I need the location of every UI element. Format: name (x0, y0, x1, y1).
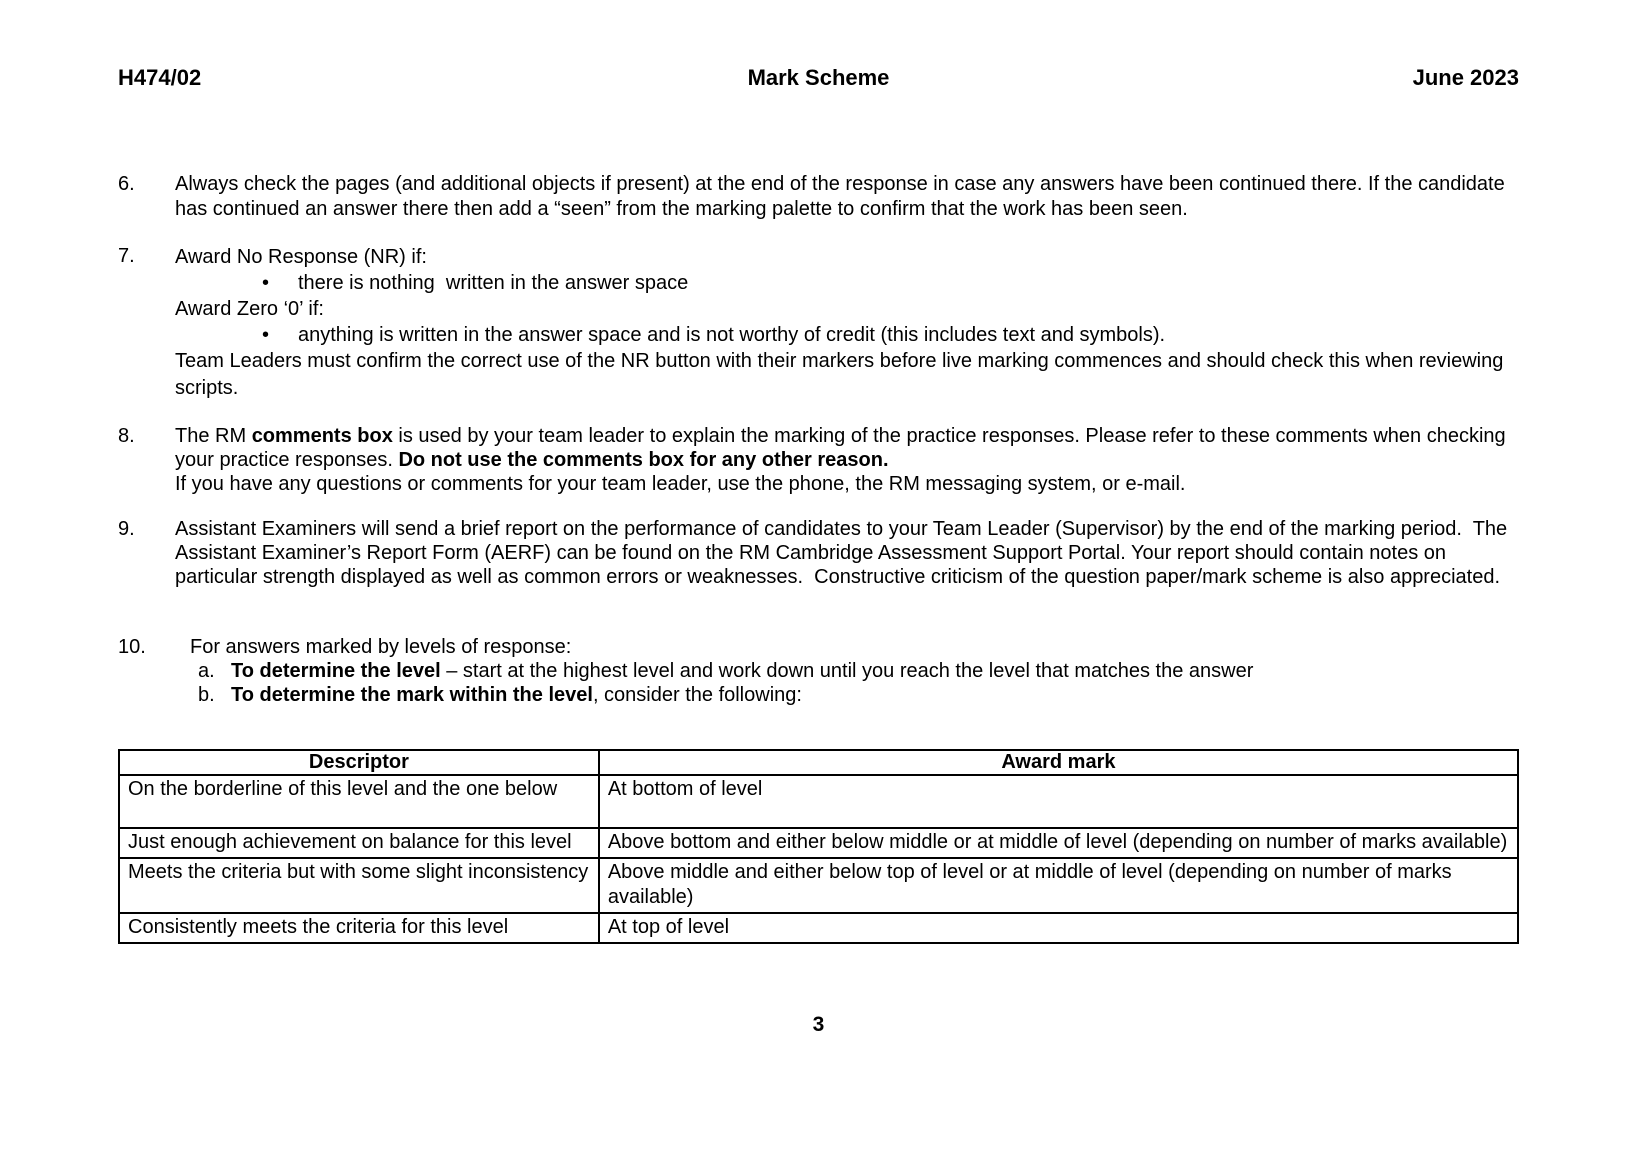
levels-of-response-table (118, 749, 1519, 944)
header-title: Mark Scheme (747, 65, 890, 90)
item-number: 6. (118, 173, 135, 195)
item-number: 10. (118, 636, 146, 658)
bullet-icon: • (262, 272, 270, 294)
cell-descriptor: Just enough achievement on balance for this level (119, 828, 599, 858)
item-7-bullet-1 (175, 270, 1519, 296)
item-6-text: Always check the pages (and additional objects if present) at the end of the response in case any answers have been continued there. If the candidate has continued an answer there then add a “seen” from the marking palette to confirm that the work has been seen. (175, 173, 1511, 220)
sub-item-label: b. (198, 684, 215, 706)
item-number: 9. (118, 518, 135, 540)
instruction-item-7 (118, 244, 1519, 402)
item-9-text: Assistant Examiners will send a brief report on the performance of candidates to your Team Leader (Supervisor) by the end of the marking period. The Assistant Examiner’s Report Form (AERF) can be found on the RM Cambridge Assessment Support Portal. Your report should contain notes on particular strength displayed as well as common errors or weaknesses. Constructive criticism of the question paper/mark scheme is also appreciated. (175, 518, 1512, 588)
bullet-text: anything is written in the answer space and is not worthy of credit (this includes text and symbols). (298, 324, 1166, 346)
text-segment: – start at the highest level and work down until you reach the level that matches the answer (440, 660, 1254, 682)
cell-descriptor: Consistently meets the criteria for this level (119, 913, 599, 943)
page-footer (118, 1012, 1519, 1037)
text-segment-bold: Do not use the comments box for any other reason. (398, 449, 889, 471)
text-segment-bold: comments box (251, 425, 393, 447)
bullet-icon: • (262, 324, 270, 346)
table-row (119, 913, 1518, 943)
item-number: 7. (118, 245, 135, 267)
cell-award-mark: At top of level (599, 913, 1518, 943)
cell-award-mark: At bottom of level (599, 775, 1518, 828)
instruction-item-6 (118, 172, 1519, 222)
item-body (175, 172, 1519, 222)
header-date: June 2023 (1412, 65, 1519, 90)
item-7-outro: Team Leaders must confirm the correct use of the NR button with their markers before live marking commences and should check this when reviewing scripts. (175, 350, 1509, 399)
header-paper-code: H474/02 (118, 65, 202, 90)
text-segment-bold: To determine the mark within the level (231, 684, 593, 706)
item-10-sub-a (190, 659, 1519, 683)
instruction-item-9 (118, 517, 1519, 589)
item-body (175, 424, 1519, 496)
sub-item-label: a. (198, 660, 215, 682)
cell-award-mark: Above bottom and either below middle or at middle of level (depending on number of marks available) (599, 828, 1518, 858)
text-segment: The RM (175, 425, 252, 447)
item-7-bullet-2 (175, 322, 1519, 348)
instruction-item-8 (118, 424, 1519, 496)
text-segment-bold: To determine the level (231, 660, 441, 682)
cell-descriptor: Meets the criteria but with some slight inconsistency (119, 858, 599, 913)
item-8-line-2: If you have any questions or comments for your team leader, use the phone, the RM messaging system, or e-mail. (175, 473, 1186, 495)
item-body (175, 517, 1519, 589)
item-body (190, 635, 1519, 707)
text-segment: is used by your team leader to explain the marking of the practice responses. Please refer to these comments when checking your practice responses. (175, 425, 1512, 471)
cell-award-mark: Above middle and either below top of level or at middle of level (depending on number of marks available) (599, 858, 1518, 913)
cell-descriptor: On the borderline of this level and the one below (119, 775, 599, 828)
item-body (175, 244, 1519, 402)
item-7-intro-nr: Award No Response (NR) if: (175, 246, 427, 268)
table-row (119, 828, 1518, 858)
text-segment: , consider the following: (592, 684, 802, 706)
item-number: 8. (118, 425, 135, 447)
page-number: 3 (812, 1013, 825, 1036)
column-header-descriptor: Descriptor (119, 750, 599, 775)
instructions-list (118, 172, 1519, 707)
column-header-award-mark: Award mark (599, 750, 1518, 775)
sub-item-text (231, 659, 1253, 683)
sub-item-text (231, 683, 802, 707)
table-row (119, 858, 1518, 913)
item-7-intro-zero: Award Zero ‘0’ if: (175, 298, 324, 320)
page-header (118, 65, 1519, 91)
instruction-item-10 (118, 635, 1519, 707)
table-header-row (119, 750, 1518, 775)
item-10-sub-b (190, 683, 1519, 707)
item-8-text (175, 424, 1519, 472)
item-10-intro: For answers marked by levels of response: (190, 636, 572, 658)
table-row (119, 775, 1518, 828)
bullet-text: there is nothing written in the answer space (298, 272, 689, 294)
